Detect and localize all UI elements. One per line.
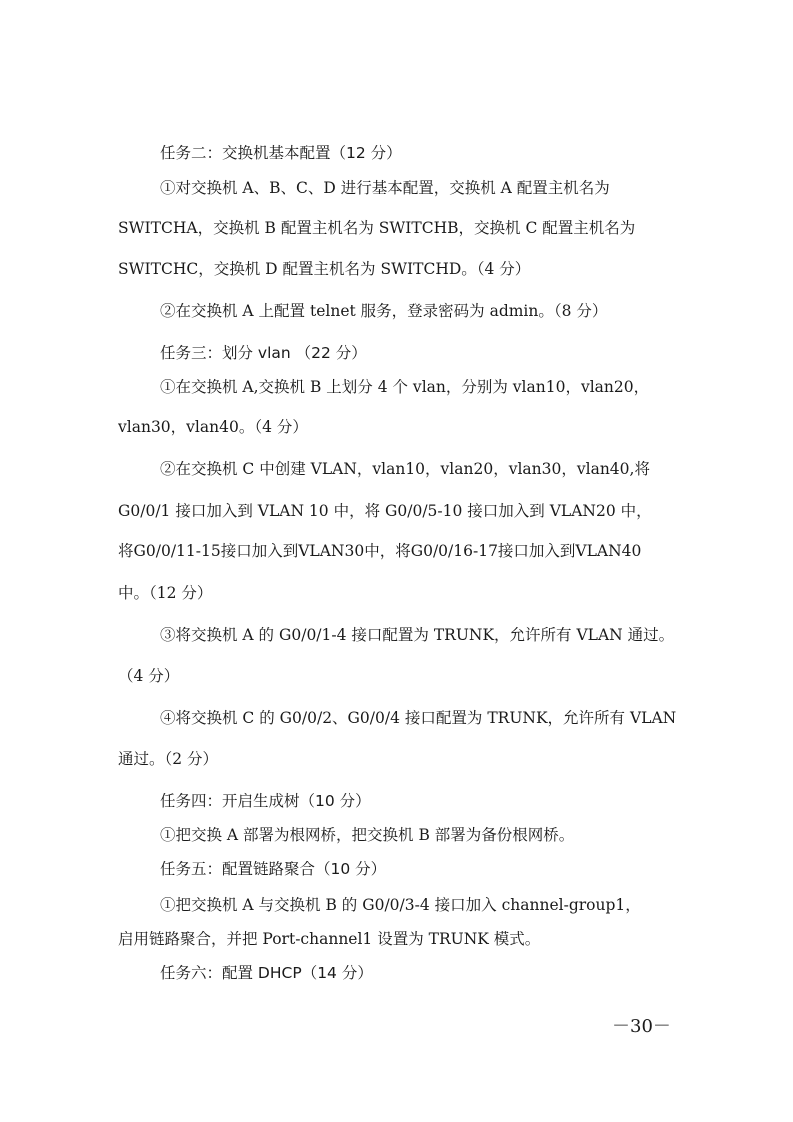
text-line: ②在交换机 C 中创建 VLAN，vlan10，vlan20，vlan30，vlan40,将 — [160, 460, 650, 478]
text-line: ④将交换机 C 的 G0/0/2、G0/0/4 接口配置为 TRUNK，允许所有 VLAN — [160, 709, 677, 727]
text-line: 将G0/0/11-15接口加入到VLAN30中，将G0/0/16-17接口加入到VLAN40 — [118, 542, 642, 560]
page-number: －30－ — [612, 1016, 671, 1037]
section-heading-task-2: 任务二：交换机基本配置（12 分） — [160, 144, 402, 162]
text-line: ①对交换机 A、B、C、D 进行基本配置，交换机 A 配置主机名为 — [160, 179, 610, 197]
text-line: 通过。（2 分） — [118, 750, 219, 768]
text-line: 中。（12 分） — [118, 584, 213, 602]
section-heading-task-4: 任务四：开启生成树（10 分） — [160, 792, 371, 810]
text-line: ①把交换 A 部署为根网桥，把交换机 B 部署为备份根网桥。 — [160, 826, 575, 844]
text-line: SWITCHC，交换机 D 配置主机名为 SWITCHD。（4 分） — [118, 260, 531, 278]
section-heading-task-3: 任务三：划分 vlan （22 分） — [160, 344, 367, 362]
section-heading-task-5: 任务五：配置链路聚合（10 分） — [160, 860, 387, 878]
text-line: （4 分） — [118, 667, 180, 685]
text-line: vlan30，vlan40。（4 分） — [118, 418, 308, 436]
text-line: ③将交换机 A 的 G0/0/1-4 接口配置为 TRUNK，允许所有 VLAN 通过。 — [160, 626, 675, 644]
text-line: ①把交换机 A 与交换机 B 的 G0/0/3-4 接口加入 channel-group1， — [160, 896, 641, 914]
section-heading-task-6: 任务六：配置 DHCP（14 分） — [160, 964, 373, 982]
text-line: ②在交换机 A 上配置 telnet 服务，登录密码为 admin。（8 分） — [160, 302, 608, 320]
text-line: SWITCHA，交换机 B 配置主机名为 SWITCHB，交换机 C 配置主机名为 — [118, 219, 636, 237]
text-line: ①在交换机 A,交换机 B 上划分 4 个 vlan，分别为 vlan10，vlan20， — [160, 378, 650, 396]
text-line: G0/0/1 接口加入到 VLAN 10 中，将 G0/0/5-10 接口加入到 VLAN20 中， — [118, 502, 652, 520]
text-line: 启用链路聚合，并把 Port-channel1 设置为 TRUNK 模式。 — [118, 930, 541, 948]
